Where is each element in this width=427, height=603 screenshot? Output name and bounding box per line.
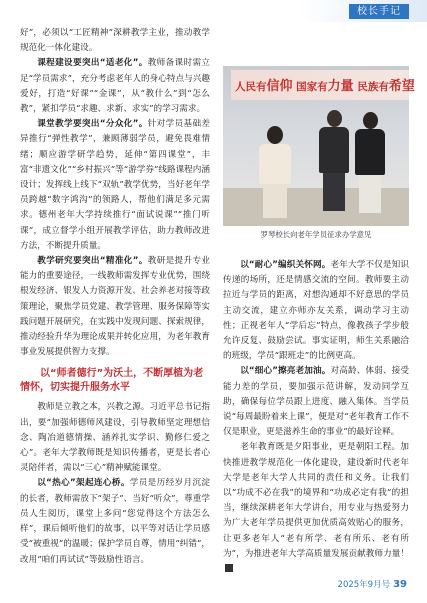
page-number: 39 xyxy=(393,579,407,590)
left-column xyxy=(20,26,210,568)
right-column xyxy=(223,258,409,577)
paragraph: 以“热心”架起连心桥。学员是历经岁月沉淀的长者，教师需放下“架子”、当好“听众”，尊重学员人生阅历，课堂上多问“您觉得这个方法怎么样”，课后倾听他们的故事，以平等对话让学员感受“被重视”的温暖；保护学员自尊，情用“纠错”，改用“咱们再试试”等鼓励性语言。 xyxy=(20,478,210,565)
column-tag: 校长手记 xyxy=(349,4,409,19)
end-mark-icon xyxy=(225,564,233,572)
paragraph-lead: 以“热心”架起连心桥。 xyxy=(37,478,130,489)
banner-slogan: 人民有信仰 国家有力量 民族有希望 xyxy=(235,79,415,94)
paragraph-lead: 教学研究要突出“精准化”。 xyxy=(37,256,148,267)
paragraph: 好”，必须以“工匠精神”深耕教学主业，推动教学规范化一体化建设。 xyxy=(20,28,210,54)
paragraph-lead: 以“耐心”编织关怀网。 xyxy=(240,260,331,270)
paragraph: 课堂教学要突出“分众化”。针对学员基础差异推行“弹性教学”，兼顾薄弱学员，避免畏难情绪；顺应游学研学趋势，延伸“第四课堂”，丰富“非遗文化”“乡村振兴”等“游学券”线路课程内涵设计；发挥线上线下“双轨”教学优势，当好老年学员跨越“数字鸿沟”的领路人，帮他们满足多元需求。德州老年大学持续推行“面试说课”“推门听课”，成立督学小组开展教学评估，助力教师改进方法，不断提升质量。 xyxy=(20,119,210,251)
issue-date: 2025年9月号 xyxy=(337,580,391,590)
paragraph: 教师是立教之本，兴教之源。习近平总书记指出，要“加强师德师风建设，引导教师坚定理想信念、陶冶道德情操、涵养扎实学识、勤修仁爱之心”。老年大学教师既是知识传播者，更是长者心灵陪伴者，需以“三心”精神赋能课堂。 xyxy=(20,402,210,474)
paragraph: 以“耐心”编织关怀网。老年大学不仅是知识传递的场所，还是情感交流的空间。教师要主动拉近与学员的距离，对想沟通却不好意思的学员主动交流，建立亦师亦友关系，调动学习主动性；正视老年人“学后忘”特点，像教孩子学步般允许反复、鼓励尝试。事实证明，师生关系融洽的班级，学员“跟班走”的比例更高。 xyxy=(223,260,409,362)
paragraph: 教学研究要突出“精准化”。教研是提升专业能力的重要途径，一线教师需发挥专业优势，围绕根发经济、银发人力资源开发、社会养老对接等政策理论，聚焦学员党建、教学管理、服务保障等实践问题开展研究，在实践中发现问题、探索规律，推动经验升华为理论成果并转化应用，为老年教育事业发展提供智力支撑。 xyxy=(20,256,210,358)
paragraph-lead: 课程建设要突出“适老化”。 xyxy=(37,58,148,69)
section-heading: 以“师者德行”为沃土，不断厚植为老 情怀，切实提升服务水平 xyxy=(20,368,204,394)
photo-floor xyxy=(223,188,409,226)
photo-caption: 罗琴校长向老年学员征求办学意见 xyxy=(260,230,372,239)
paragraph: 老年教育既是夕阳事业，更是朝阳工程。加快推进教学规范化一体化建设，建设新时代老年大学是老年大学人共同的责任和义务。让我们以“功成不必在我”的境界和“功成必定有我”的担当，继续深耕老年大学讲台，用专业与热爱努力为广大老年学员提供更加优质高效贴心的服务，让更多老年人“老有所学、老有所乐、老有所为”，为推进老年大学高质量发展贡献教师力量！ xyxy=(223,440,409,577)
paragraph: 以“细心”擦亮老加油。对高龄、体弱、接受能力差的学员，要加强示范讲解，发动同学互助，确保每位学员跟上进度、融入集体。当学员说“每周最盼着来上课”，便是对“老年教育工作不仅是职业，更是滋养生命的事业”的最好诠释。 xyxy=(223,366,409,438)
paragraph: 课程建设要突出“适老化”。教师备课时需立足“学员需求”，充分考虑老年人的身心特点与兴趣爱好，打造“好课”“金课”，从“教什么”到“怎么教”，紧扣学员“求趣、求新、求实”的学习需求。 xyxy=(20,58,210,115)
paragraph-lead: 以“细心”擦亮老加油。 xyxy=(240,366,331,377)
photo xyxy=(223,66,415,226)
paragraph-lead: 课堂教学要突出“分众化”。 xyxy=(37,119,148,130)
page-footer xyxy=(338,578,407,590)
